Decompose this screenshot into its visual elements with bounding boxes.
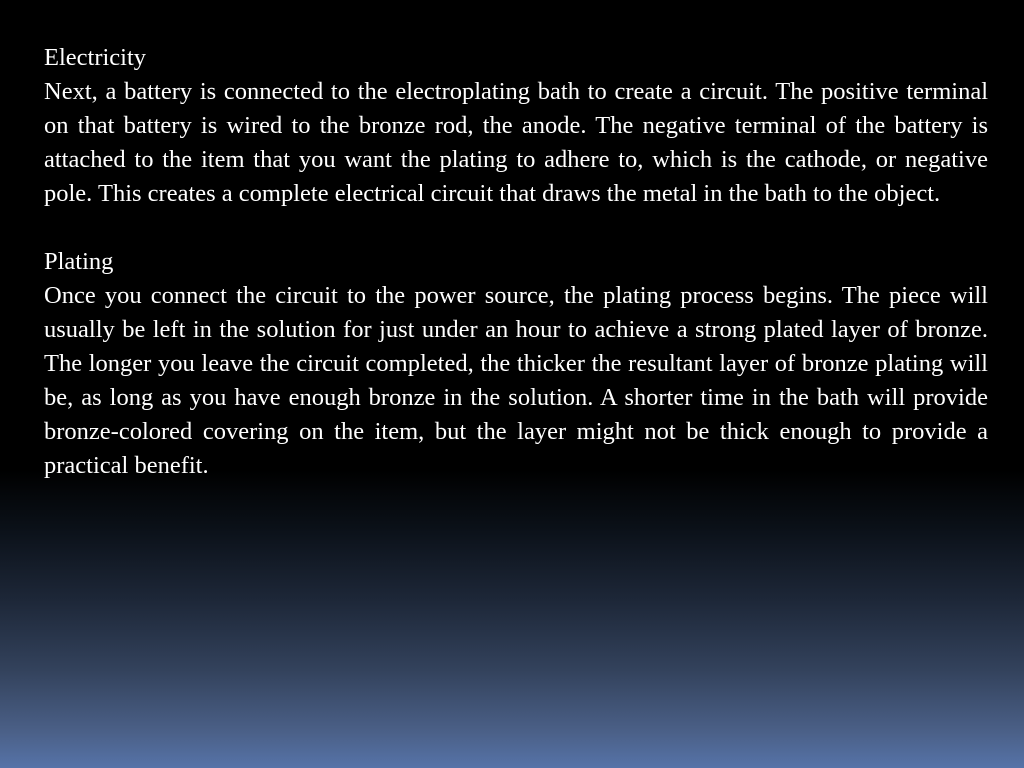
- section-plating: [44, 245, 988, 483]
- section-heading: Electricity: [44, 44, 147, 71]
- slide-content: [44, 41, 988, 483]
- section-spacer: [44, 211, 988, 245]
- section-electricity: [44, 41, 988, 211]
- section-paragraph: Next, a battery is connected to the electroplating bath to create a circuit. The positive terminal on that battery is wired to the bronze rod, the anode. The negative terminal of the battery is attached to the item that you want the plating to adhere to, which is the cathode, or negative pole. This creates a complete electrical circuit that draws the metal in the bath to the object.: [44, 78, 988, 207]
- section-heading: Plating: [44, 248, 114, 275]
- section-paragraph: Once you connect the circuit to the power source, the plating process begins. The piece will usually be left in the solution for just under an hour to achieve a strong plated layer of bronze. The longer you leave the circuit completed, the thicker the resultant layer of bronze plating will be, as long as you have enough bronze in the solution. A shorter time in the bath will provide bronze-colored covering on the item, but the layer might not be thick enough to provide a practical benefit.: [44, 282, 988, 479]
